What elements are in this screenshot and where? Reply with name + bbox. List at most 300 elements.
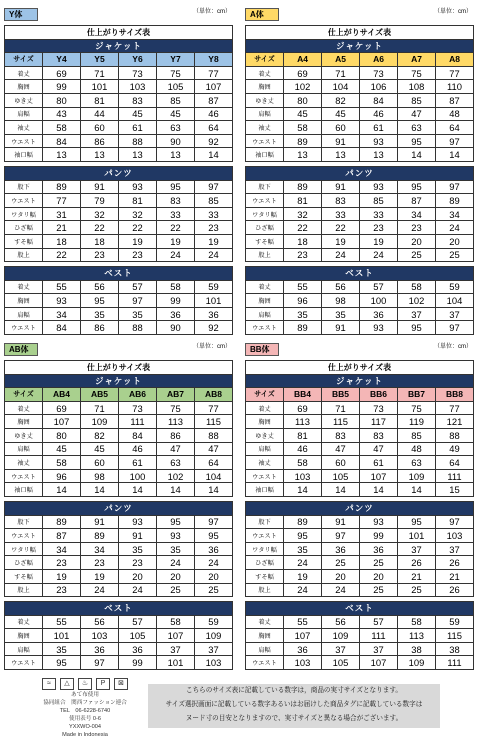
cell-value: 89 (284, 180, 322, 194)
table-row (5, 401, 233, 415)
table-row (5, 515, 233, 529)
cell-value: 37 (436, 542, 474, 556)
cell-value: 26 (436, 583, 474, 597)
cell-value: 95 (157, 180, 195, 194)
cell-value: 34 (43, 307, 81, 321)
cell-value: 71 (81, 66, 119, 80)
table-row (5, 307, 233, 321)
section-header: ベスト (246, 267, 474, 281)
cell-value: 115 (436, 629, 474, 643)
table-row (5, 442, 233, 456)
cell-value: 55 (43, 615, 81, 629)
cell-value: 35 (157, 542, 195, 556)
cell-value: 37 (157, 642, 195, 656)
table-row (246, 321, 474, 335)
row-label: 肩幅 (246, 107, 284, 121)
cell-value: 19 (360, 234, 398, 248)
cell-value: 86 (81, 321, 119, 335)
size-header-row (246, 388, 474, 402)
cell-value: 102 (284, 80, 322, 94)
cell-value: 95 (398, 321, 436, 335)
cell-value: 45 (322, 107, 360, 121)
size-label: サイズ (5, 388, 43, 402)
table-row (246, 307, 474, 321)
size-header: BB5 (322, 388, 360, 402)
cell-value: 93 (360, 134, 398, 148)
size-label: サイズ (5, 53, 43, 67)
unit-label: （単位：cm） (193, 9, 231, 15)
cell-value: 93 (119, 180, 157, 194)
cell-value: 115 (195, 415, 233, 429)
row-label: ゆき丈 (5, 93, 43, 107)
cell-value: 14 (398, 483, 436, 497)
size-header: AB7 (157, 388, 195, 402)
cell-value: 95 (398, 180, 436, 194)
cell-value: 64 (436, 456, 474, 470)
cell-value: 37 (195, 642, 233, 656)
row-label: ひざ幅 (246, 556, 284, 570)
table-row (246, 529, 474, 543)
row-label: ひざ幅 (5, 556, 43, 570)
table-row (246, 221, 474, 235)
row-label: 胸囲 (246, 80, 284, 94)
cell-value: 92 (195, 134, 233, 148)
row-label: ウエスト (5, 529, 43, 543)
label-line: Made in Indonesia (62, 732, 108, 738)
cell-value: 56 (322, 280, 360, 294)
table-row (246, 234, 474, 248)
cell-value: 102 (398, 294, 436, 308)
cell-value: 24 (195, 556, 233, 570)
cell-value: 60 (322, 456, 360, 470)
cell-value: 48 (436, 107, 474, 121)
table-row (246, 415, 474, 429)
cell-value: 71 (81, 401, 119, 415)
cell-value: 32 (81, 207, 119, 221)
cell-value: 32 (284, 207, 322, 221)
unit-label: （単位：cm） (434, 344, 472, 350)
table-row (246, 93, 474, 107)
cell-value: 97 (119, 294, 157, 308)
cell-value: 69 (284, 401, 322, 415)
cell-value: 83 (322, 194, 360, 208)
cell-value: 99 (157, 294, 195, 308)
cell-value: 77 (195, 66, 233, 80)
cell-value: 33 (360, 207, 398, 221)
cell-value: 64 (195, 121, 233, 135)
cell-value: 88 (119, 134, 157, 148)
cell-value: 71 (322, 66, 360, 80)
row-label: ウエスト (5, 194, 43, 208)
cell-value: 100 (360, 294, 398, 308)
cell-value: 36 (360, 542, 398, 556)
cell-value: 87 (195, 93, 233, 107)
cell-value: 36 (195, 542, 233, 556)
cell-value: 57 (360, 615, 398, 629)
iron-icon: ♨ (78, 678, 92, 690)
table-title: 仕上がりサイズ表 (246, 26, 474, 40)
cell-value: 49 (436, 442, 474, 456)
row-label: 肩幅 (246, 642, 284, 656)
cell-value: 113 (157, 415, 195, 429)
cell-value: 87 (436, 93, 474, 107)
cell-value: 73 (360, 66, 398, 80)
row-label: 股上 (246, 583, 284, 597)
cell-value: 61 (360, 456, 398, 470)
cell-value: 101 (195, 294, 233, 308)
row-label: 着丈 (5, 401, 43, 415)
cell-value: 107 (195, 80, 233, 94)
cell-value: 24 (157, 248, 195, 262)
cell-value: 85 (195, 194, 233, 208)
row-label: ウエスト (246, 194, 284, 208)
cell-value: 25 (398, 248, 436, 262)
cell-value: 75 (398, 66, 436, 80)
cell-value: 75 (398, 401, 436, 415)
cell-value: 106 (360, 80, 398, 94)
cell-value: 80 (284, 93, 322, 107)
cell-value: 21 (436, 569, 474, 583)
cell-value: 69 (43, 401, 81, 415)
cell-value: 108 (398, 80, 436, 94)
cell-value: 86 (157, 428, 195, 442)
block-bb (245, 339, 474, 670)
cell-value: 24 (81, 583, 119, 597)
cell-value: 85 (398, 428, 436, 442)
cell-value: 82 (322, 93, 360, 107)
cell-value: 101 (81, 80, 119, 94)
cell-value: 80 (43, 93, 81, 107)
wash-icon: ≈ (42, 678, 56, 690)
cell-value: 43 (43, 107, 81, 121)
cell-value: 36 (322, 542, 360, 556)
cell-value: 119 (398, 415, 436, 429)
row-label: ワタリ幅 (5, 207, 43, 221)
care-label-text (30, 691, 140, 739)
cell-value: 45 (81, 442, 119, 456)
table-row (246, 515, 474, 529)
label-line: TEL 06-6228-6740 (59, 708, 111, 714)
cell-value: 107 (360, 469, 398, 483)
cell-value: 93 (360, 180, 398, 194)
row-label: ひざ幅 (5, 221, 43, 235)
size-header: BB6 (360, 388, 398, 402)
table-row (5, 583, 233, 597)
size-header: BB8 (436, 388, 474, 402)
row-label: 肩幅 (5, 442, 43, 456)
cell-value: 19 (81, 569, 119, 583)
cell-value: 107 (43, 415, 81, 429)
cell-value: 104 (195, 469, 233, 483)
table-row (246, 207, 474, 221)
cell-value: 97 (436, 515, 474, 529)
body-type-tag: Y体 (4, 8, 38, 21)
cell-value: 81 (284, 194, 322, 208)
row-label: 肩幅 (5, 307, 43, 321)
cell-value: 89 (436, 194, 474, 208)
table-row (5, 569, 233, 583)
cell-value: 14 (436, 148, 474, 162)
tumble-icon: ⊠ (114, 678, 128, 690)
cell-value: 89 (43, 515, 81, 529)
cell-value: 18 (81, 234, 119, 248)
cell-value: 35 (81, 307, 119, 321)
row-label: 肩幅 (5, 107, 43, 121)
table-row (5, 121, 233, 135)
row-label: 胸囲 (246, 294, 284, 308)
cell-value: 57 (119, 615, 157, 629)
cell-value: 103 (81, 629, 119, 643)
block-ab (4, 339, 233, 670)
cell-value: 22 (157, 221, 195, 235)
row-label: ウエスト (246, 656, 284, 670)
table-row (246, 121, 474, 135)
row-label: 股下 (246, 180, 284, 194)
cell-value: 117 (360, 415, 398, 429)
cell-value: 86 (81, 134, 119, 148)
cell-value: 101 (398, 529, 436, 543)
cell-value: 36 (157, 307, 195, 321)
size-table (245, 25, 474, 335)
size-header: BB7 (398, 388, 436, 402)
row-label: すそ幅 (246, 569, 284, 583)
cell-value: 77 (195, 401, 233, 415)
table-row (5, 529, 233, 543)
cell-value: 91 (81, 180, 119, 194)
cell-value: 20 (195, 569, 233, 583)
cell-value: 47 (398, 107, 436, 121)
cell-value: 14 (284, 483, 322, 497)
cell-value: 60 (81, 456, 119, 470)
cell-value: 82 (81, 428, 119, 442)
size-table (4, 360, 233, 670)
cell-value: 69 (284, 66, 322, 80)
cell-value: 25 (436, 248, 474, 262)
cell-value: 24 (322, 583, 360, 597)
table-row (5, 656, 233, 670)
cell-value: 48 (398, 442, 436, 456)
cell-value: 37 (398, 542, 436, 556)
cell-value: 19 (43, 569, 81, 583)
cell-value: 55 (284, 280, 322, 294)
cell-value: 90 (157, 134, 195, 148)
cell-value: 97 (436, 134, 474, 148)
size-header-row (5, 53, 233, 67)
cell-value: 23 (119, 248, 157, 262)
cell-value: 79 (81, 194, 119, 208)
cell-value: 23 (81, 248, 119, 262)
table-row (246, 569, 474, 583)
cell-value: 93 (43, 294, 81, 308)
cell-value: 46 (119, 442, 157, 456)
cell-value: 85 (157, 93, 195, 107)
cell-value: 59 (436, 280, 474, 294)
table-row (5, 483, 233, 497)
table-title: 仕上がりサイズ表 (5, 26, 233, 40)
row-label: 袖丈 (246, 121, 284, 135)
table-row (5, 80, 233, 94)
cell-value: 89 (284, 515, 322, 529)
size-header: Y7 (157, 53, 195, 67)
label-line: YXXWO-004 (68, 724, 102, 730)
cell-value: 58 (284, 456, 322, 470)
cell-value: 33 (195, 207, 233, 221)
table-row (246, 294, 474, 308)
cell-value: 13 (43, 148, 81, 162)
cell-value: 101 (43, 629, 81, 643)
table-row (246, 280, 474, 294)
cell-value: 103 (195, 656, 233, 670)
cell-value: 14 (157, 483, 195, 497)
cell-value: 104 (436, 294, 474, 308)
cell-value: 99 (119, 656, 157, 670)
cell-value: 97 (436, 321, 474, 335)
cell-value: 56 (322, 615, 360, 629)
care-label (30, 678, 140, 739)
cell-value: 20 (157, 569, 195, 583)
cell-value: 46 (360, 107, 398, 121)
cell-value: 95 (195, 529, 233, 543)
row-label: 袖口幅 (246, 483, 284, 497)
section-header: ベスト (5, 602, 233, 616)
cell-value: 109 (195, 629, 233, 643)
cell-value: 23 (398, 221, 436, 235)
cell-value: 32 (119, 207, 157, 221)
note-line: こちらのサイズ表に記載している数字は，商品の実寸サイズとなります。 (185, 687, 402, 694)
cell-value: 24 (284, 556, 322, 570)
row-label: 着丈 (246, 280, 284, 294)
size-header: Y8 (195, 53, 233, 67)
cell-value: 103 (284, 656, 322, 670)
cell-value: 109 (322, 629, 360, 643)
row-label: 胸囲 (5, 294, 43, 308)
cell-value: 58 (157, 615, 195, 629)
row-label: ウエスト (5, 469, 43, 483)
row-label: 袖口幅 (246, 148, 284, 162)
row-label: ゆき丈 (5, 428, 43, 442)
cell-value: 45 (157, 107, 195, 121)
cell-value: 95 (157, 515, 195, 529)
row-label: 股下 (5, 180, 43, 194)
cell-value: 25 (195, 583, 233, 597)
row-label: 股上 (5, 583, 43, 597)
cell-value: 58 (398, 615, 436, 629)
row-label: すそ幅 (246, 234, 284, 248)
table-row (5, 180, 233, 194)
cell-value: 24 (119, 583, 157, 597)
cell-value: 35 (119, 542, 157, 556)
section-header: パンツ (246, 501, 474, 515)
cell-value: 95 (284, 529, 322, 543)
section-header: ベスト (5, 267, 233, 281)
cell-value: 89 (81, 529, 119, 543)
size-note (148, 684, 440, 728)
cell-value: 57 (360, 280, 398, 294)
cell-value: 81 (81, 93, 119, 107)
row-label: すそ幅 (5, 569, 43, 583)
table-row (5, 469, 233, 483)
size-header: AB6 (119, 388, 157, 402)
cell-value: 46 (284, 442, 322, 456)
cell-value: 105 (119, 629, 157, 643)
row-label: ウエスト (246, 321, 284, 335)
cell-value: 24 (284, 583, 322, 597)
cell-value: 25 (157, 583, 195, 597)
size-label: サイズ (246, 53, 284, 67)
row-label: ウエスト (5, 321, 43, 335)
cell-value: 14 (398, 148, 436, 162)
row-label: ウエスト (5, 134, 43, 148)
cell-value: 109 (398, 656, 436, 670)
label-line: 使用表号 0-6 (68, 716, 101, 722)
cell-value: 18 (284, 234, 322, 248)
note-line: サイズ選択画面に記載している数字あるいはお届けした商品タグに記載している数字は (165, 701, 423, 708)
cell-value: 89 (43, 180, 81, 194)
cell-value: 47 (195, 442, 233, 456)
cell-value: 60 (322, 121, 360, 135)
section-header: パンツ (246, 166, 474, 180)
cell-value: 26 (436, 556, 474, 570)
table-row (5, 248, 233, 262)
cell-value: 34 (43, 542, 81, 556)
section-header: ジャケット (5, 39, 233, 53)
cell-value: 56 (81, 280, 119, 294)
table-row (246, 583, 474, 597)
cell-value: 107 (360, 656, 398, 670)
size-header: Y6 (119, 53, 157, 67)
cell-value: 115 (322, 415, 360, 429)
cell-value: 111 (436, 469, 474, 483)
cell-value: 45 (284, 107, 322, 121)
cell-value: 58 (157, 280, 195, 294)
cell-value: 57 (119, 280, 157, 294)
cell-value: 96 (43, 469, 81, 483)
cell-value: 56 (81, 615, 119, 629)
cell-value: 21 (43, 221, 81, 235)
note-line: ヌード寸の目安となりますので、実寸サイズと異なる場合がございます。 (185, 715, 403, 722)
cell-value: 19 (284, 569, 322, 583)
cell-value: 63 (157, 456, 195, 470)
cell-value: 89 (284, 321, 322, 335)
table-title: 仕上がりサイズ表 (246, 361, 474, 375)
cell-value: 61 (119, 121, 157, 135)
cell-value: 75 (157, 66, 195, 80)
cell-value: 88 (119, 321, 157, 335)
cell-value: 73 (119, 401, 157, 415)
cell-value: 34 (81, 542, 119, 556)
cell-value: 90 (157, 321, 195, 335)
footer (0, 678, 477, 752)
cell-value: 19 (195, 234, 233, 248)
row-label: 肩幅 (5, 642, 43, 656)
table-row (246, 248, 474, 262)
table-row (246, 442, 474, 456)
cell-value: 14 (195, 148, 233, 162)
cell-value: 91 (322, 321, 360, 335)
row-label: 肩幅 (246, 307, 284, 321)
cell-value: 64 (436, 121, 474, 135)
cell-value: 14 (195, 483, 233, 497)
cell-value: 38 (398, 642, 436, 656)
cell-value: 84 (43, 321, 81, 335)
row-label: 着丈 (246, 401, 284, 415)
row-label: ワタリ幅 (5, 542, 43, 556)
cell-value: 36 (119, 642, 157, 656)
cell-value: 58 (398, 280, 436, 294)
table-row (5, 134, 233, 148)
cell-value: 97 (436, 180, 474, 194)
cell-value: 80 (43, 428, 81, 442)
